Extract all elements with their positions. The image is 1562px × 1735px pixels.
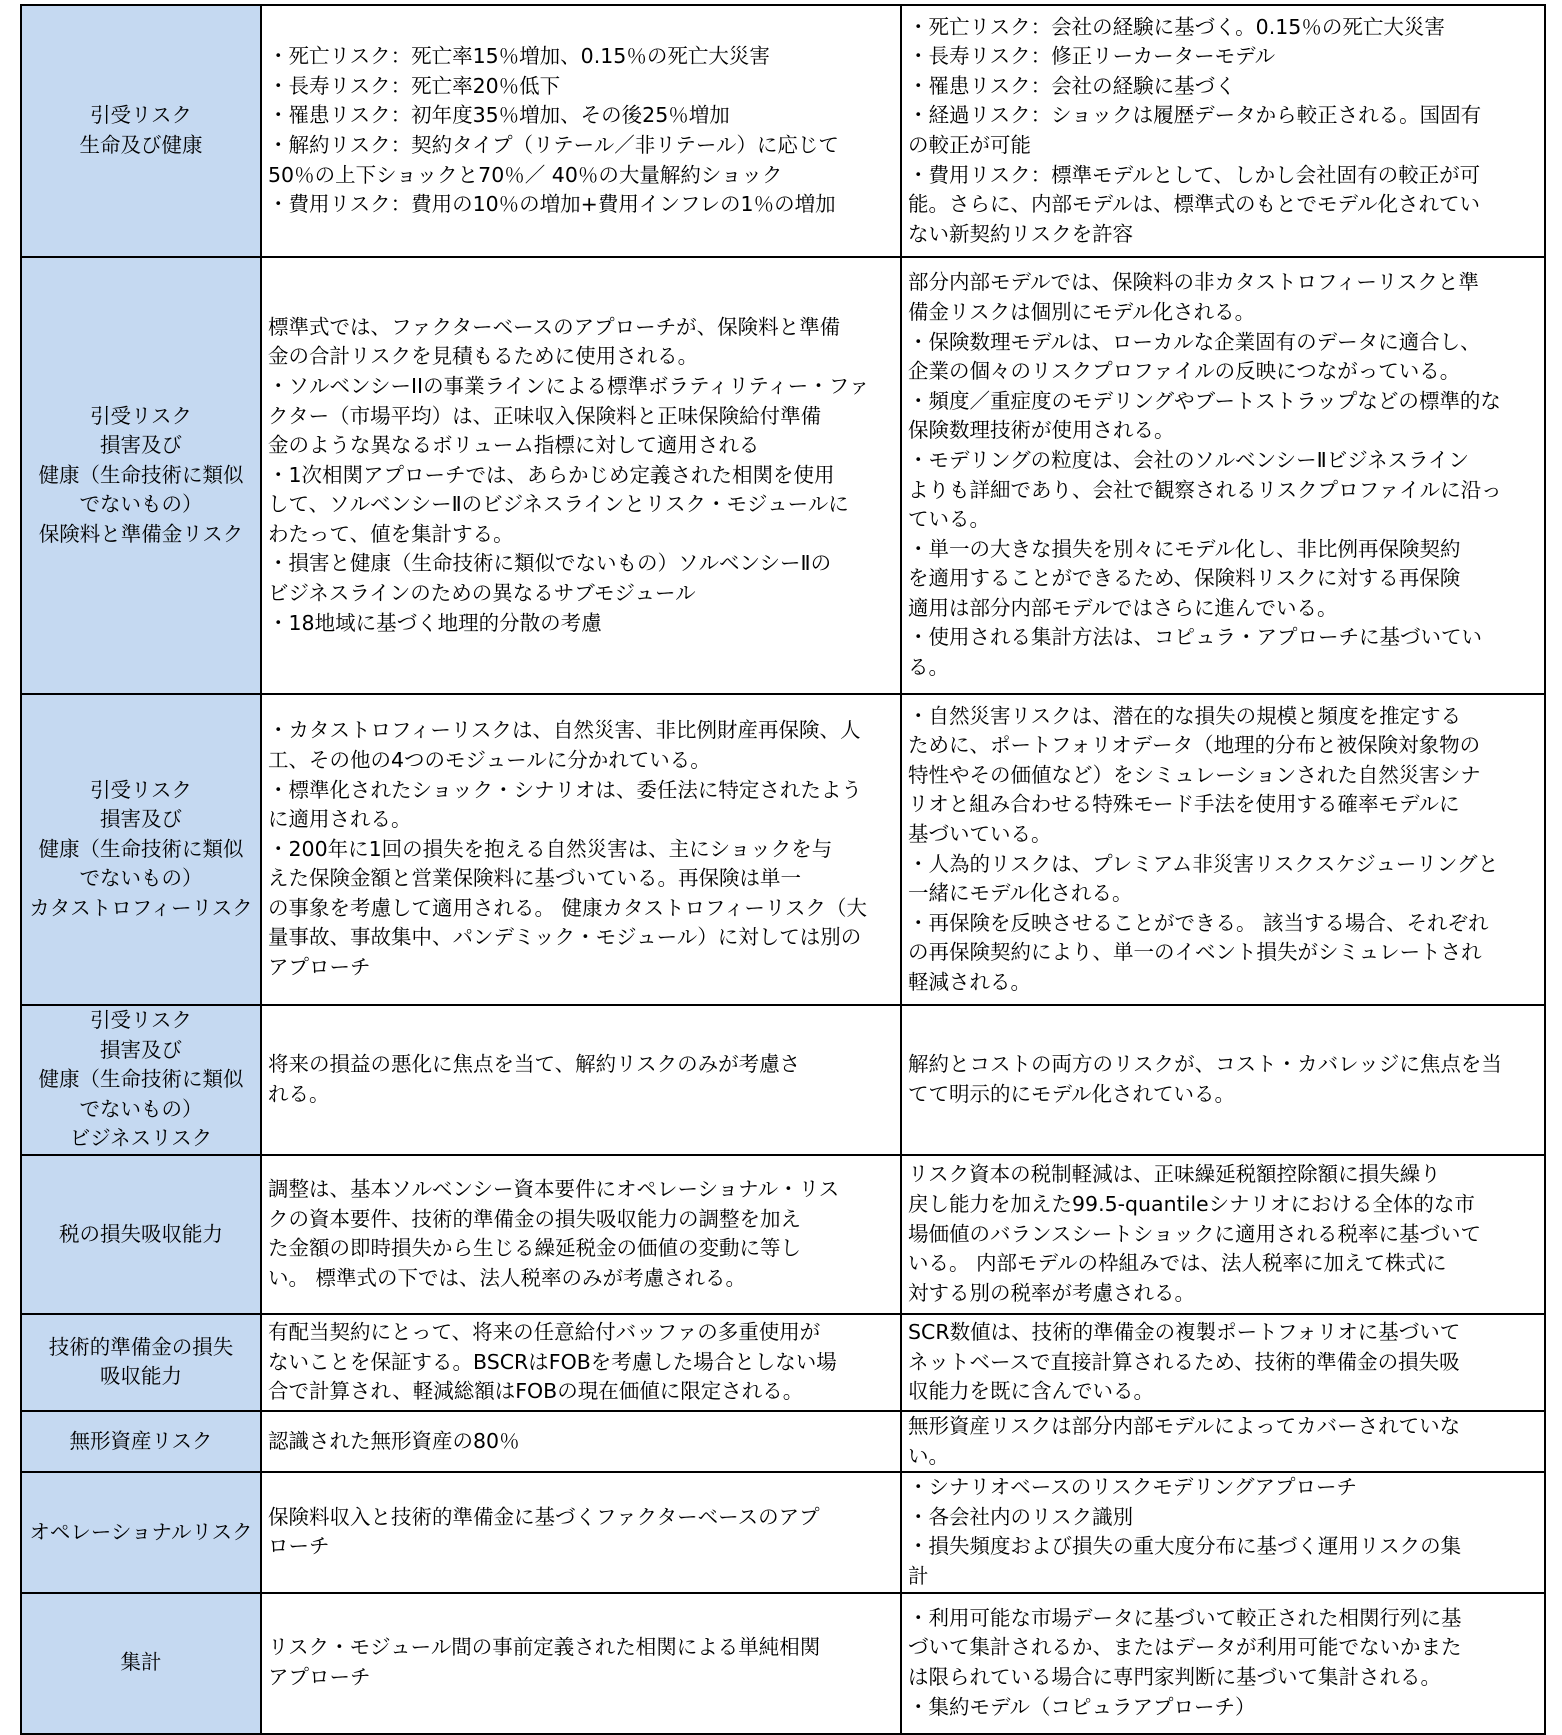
table-row — [21, 1005, 1545, 1155]
text-line: の較正が可能 — [908, 133, 1031, 157]
category-line: 損害及び — [100, 1037, 182, 1062]
standard-formula-cell — [261, 1314, 901, 1411]
text-line: 収能力を既に含んでいる。 — [908, 1379, 1154, 1404]
text-line: 認識された無形資産の80％ — [268, 1428, 520, 1453]
text-line: ローチ — [268, 1534, 330, 1559]
text-line: ・損失頻度および損失の重大度分布に基づく運用リスクの集 — [908, 1534, 1462, 1559]
text-line: ・費用リスク：費用の10％の増加+費用インフレの1％の増加 — [268, 192, 836, 217]
text-line: に適用される。 — [268, 807, 412, 832]
category-line: 税の損失吸収能力 — [59, 1221, 223, 1246]
table-row — [21, 694, 1545, 1005]
category-cell — [21, 257, 261, 694]
text-line: ・18地域に基づく地理的分散の考慮 — [268, 610, 602, 635]
category-line: オペレーショナルリスク — [29, 1519, 253, 1544]
text-line: 軽減される。 — [908, 969, 1031, 994]
category-cell — [21, 1593, 261, 1734]
internal-model-cell — [901, 1411, 1545, 1472]
table-row — [21, 1593, 1545, 1734]
category-line: 引受リスク — [89, 103, 193, 128]
category-cell — [21, 1005, 261, 1155]
text-line: れる。 — [268, 1081, 330, 1106]
text-line: アプローチ — [268, 1665, 371, 1690]
internal-model-cell — [901, 1314, 1545, 1411]
text-line: ネットベースで直接計算されるため、技術的準備金の損失吸 — [908, 1349, 1460, 1374]
text-line: リオと組み合わせる特殊モード手法を使用する確率モデルに — [908, 792, 1460, 817]
text-line: 量事故、事故集中、パンデミック・モジュール）に対しては別の — [268, 925, 862, 950]
category-line: 集計 — [120, 1650, 162, 1675]
category-cell — [21, 1472, 261, 1592]
text-line: 企業の個々のリスクプロファイルの反映につながっている。 — [908, 359, 1461, 384]
text-line: リスク・モジュール間の事前定義された相関による単純相関 — [268, 1635, 821, 1660]
internal-model-cell — [901, 5, 1545, 257]
text-line: ・経過リスク：ショックは履歴データから較正される。国固有 — [908, 103, 1482, 128]
category-line: 引受リスク — [89, 403, 193, 428]
text-line: ・解約リスク：契約タイプ（リテール／非リテール）に応じて — [268, 133, 839, 157]
category-line: 損害及び — [100, 807, 182, 832]
text-line: 有配当契約にとって、将来の任意給付バッファの多重使用が — [268, 1320, 821, 1345]
category-line: カタストロフィーリスク — [29, 895, 253, 920]
table-row — [21, 5, 1545, 257]
internal-model-cell — [901, 694, 1545, 1005]
category-cell — [21, 1155, 261, 1314]
text-line: ・使用される集計方法は、コピュラ・アプローチに基づいてい — [908, 625, 1482, 650]
text-line: ビジネスラインのための異なるサブモジュール — [268, 581, 696, 606]
text-line: して、ソルベンシーⅡのビジネスラインとリスク・モジュールに — [268, 492, 849, 517]
text-line: いる。 内部モデルの枠組みでは、法人税率に加えて株式に — [908, 1251, 1447, 1276]
risk-comparison-table — [20, 4, 1546, 1735]
standard-formula-cell — [261, 1593, 901, 1734]
text-line: クター（市場平均）は、正味収入保険料と正味保険給付準備 — [268, 403, 822, 428]
text-line: ない新契約リスクを許容 — [908, 221, 1134, 246]
text-line: えた保険金額と営業保険料に基づいている。再保険は単一 — [268, 866, 801, 891]
text-line: 標準式では、ファクターベースのアプローチが、保険料と準備 — [268, 314, 841, 339]
text-line: ・単一の大きな損失を別々にモデル化し、非比例再保険契約 — [908, 536, 1461, 561]
text-line: クの資本要件、技術的準備金の損失吸収能力の調整を加え — [268, 1206, 801, 1231]
text-line: ・長寿リスク：修正リーカーターモデル — [908, 44, 1276, 69]
table-row — [21, 1314, 1545, 1411]
category-line: でないもの） — [79, 866, 203, 891]
text-line: ・自然災害リスクは、潜在的な損失の規模と頻度を推定する — [908, 703, 1462, 728]
table-body — [21, 5, 1545, 1734]
category-line: 生命及び健康 — [79, 133, 203, 157]
text-line: の再保険契約により、単一のイベント損失がシミュレートされ — [908, 940, 1482, 965]
text-line: ・長寿リスク：死亡率20％低下 — [268, 73, 561, 98]
category-line: 健康（生命技術に類似 — [38, 1067, 244, 1092]
text-line: リスク資本の税制軽減は、正味繰延税額控除額に損失繰り — [908, 1162, 1441, 1187]
category-line: でないもの） — [79, 492, 203, 517]
text-line: ・利用可能な市場データに基づいて較正された相関行列に基 — [908, 1605, 1462, 1630]
category-line: 保険料と準備金リスク — [38, 521, 244, 546]
text-line: 基づいている。 — [908, 821, 1052, 846]
text-line: ・各会社内のリスク識別 — [908, 1504, 1134, 1529]
category-cell — [21, 694, 261, 1005]
text-line: ・シナリオベースのリスクモデリングアプローチ — [908, 1475, 1357, 1500]
text-line: ・集約モデル（コピュラアプローチ） — [908, 1694, 1256, 1719]
text-line: ている。 — [908, 507, 990, 532]
text-line: 能。さらに、内部モデルは、標準式のもとでモデル化されてい — [908, 192, 1480, 217]
text-line: 適用は部分内部モデルではさらに進んでいる。 — [908, 595, 1338, 620]
text-line: 無形資産リスクは部分内部モデルによってカバーされていな — [908, 1413, 1461, 1438]
text-line: ・罹患リスク：会社の経験に基づく — [908, 73, 1236, 98]
text-line: 合で計算され、軽減総額はFOBの現在価値に限定される。 — [268, 1379, 804, 1404]
text-line: 保険料収入と技術的準備金に基づくファクターベースのアプ — [268, 1504, 820, 1529]
standard-formula-cell — [261, 5, 901, 257]
table-row — [21, 1155, 1545, 1314]
standard-formula-cell — [261, 1411, 901, 1472]
text-line: ・200年に1回の損失を抱える自然災害は、主にショックを与 — [268, 836, 833, 861]
text-line: ・罹患リスク：初年度35％増加、その後25％増加 — [268, 103, 730, 128]
text-line: 場価値のバランスシートショックに適用される税率に基づいて — [908, 1221, 1481, 1246]
category-cell — [21, 1411, 261, 1472]
text-line: 50％の上下ショックと70％／ 40％の大量解約ショック — [268, 162, 783, 187]
text-line: 対する別の税率が考慮される。 — [908, 1280, 1195, 1305]
category-line: 健康（生命技術に類似 — [38, 462, 244, 487]
internal-model-cell — [901, 1155, 1545, 1314]
internal-model-cell — [901, 1005, 1545, 1155]
table-row — [21, 1472, 1545, 1592]
internal-model-cell — [901, 1472, 1545, 1592]
table-row — [21, 257, 1545, 694]
text-line: ・再保険を反映させることができる。 該当する場合、それぞれ — [908, 910, 1489, 935]
standard-formula-cell — [261, 1005, 901, 1155]
text-line: ・損害と健康（生命技術に類似でないもの）ソルベンシーⅡの — [268, 551, 832, 576]
category-line: 引受リスク — [89, 777, 193, 802]
text-line: を適用することができるため、保険料リスクに対する再保険 — [908, 566, 1461, 591]
text-line: 保険数理技術が使用される。 — [908, 418, 1175, 443]
text-line: ・標準化されたショック・シナリオは、委任法に特定されたよう — [268, 777, 862, 802]
text-line: ・保険数理モデルは、ローカルな企業固有のデータに適合し、 — [908, 329, 1481, 354]
category-cell — [21, 5, 261, 257]
standard-formula-cell — [261, 1472, 901, 1592]
category-line: 無形資産リスク — [69, 1428, 213, 1453]
text-line: ・人為的リスクは、プレミアム非災害リスクスケジューリングと — [908, 851, 1499, 876]
text-line: SCR数値は、技術的準備金の複製ポートフォリオに基づいて — [908, 1320, 1461, 1345]
text-line: ・死亡リスク：会社の経験に基づく。0.15％の死亡大災害 — [908, 14, 1445, 39]
text-line: ・1次相関アプローチでは、あらかじめ定義された相関を使用 — [268, 462, 835, 487]
text-line: の事象を考慮して適用される。 健康カタストロフィーリスク（大 — [268, 895, 867, 920]
text-line: る。 — [908, 655, 949, 680]
text-line: は限られている場合に専門家判断に基づいて集計される。 — [908, 1665, 1441, 1690]
text-line: ・ソルベンシーIIの事業ラインによる標準ボラティリティー・ファ — [268, 373, 870, 398]
text-line: 戻し能力を加えた99.5-quantileシナリオにおける全体的な市 — [908, 1192, 1475, 1217]
standard-formula-cell — [261, 1155, 901, 1314]
standard-formula-cell — [261, 257, 901, 694]
category-cell — [21, 1314, 261, 1411]
text-line: てて明示的にモデル化されている。 — [908, 1081, 1235, 1106]
text-line: 特性やその価値など）をシミュレーションされた自然災害シナ — [908, 762, 1481, 787]
text-line: 備金リスクは個別にモデル化される。 — [908, 299, 1256, 324]
text-line: よりも詳細であり、会社で観察されるリスクプロファイルに沿っ — [908, 477, 1502, 502]
text-line: 工、その他の4つのモジュールに分かれている。 — [268, 747, 711, 772]
text-line: 金のような異なるボリューム指標に対して適用される — [268, 433, 760, 458]
text-line: い。 標準式の下では、法人税率のみが考慮される。 — [268, 1266, 747, 1291]
text-line: ・カタストロフィーリスクは、自然災害、非比例財産再保険、人 — [268, 718, 861, 743]
internal-model-cell — [901, 1593, 1545, 1734]
text-line: わたって、値を集計する。 — [268, 521, 514, 546]
text-line: た金額の即時損失から生じる繰延税金の価値の変動に等し — [268, 1236, 801, 1261]
category-line: 健康（生命技術に類似 — [38, 836, 244, 861]
text-line: ために、ポートフォリオデータ（地理的分布と被保険対象物の — [908, 733, 1481, 758]
text-line: 調整は、基本ソルベンシー資本要件にオペレーショナル・リス — [268, 1177, 840, 1202]
standard-formula-cell — [261, 694, 901, 1005]
table-row — [21, 1411, 1545, 1472]
text-line: ないことを保証する。BSCRはFOBを考慮した場合としない場 — [268, 1349, 837, 1374]
text-line: ・死亡リスク：死亡率15％増加、0.15％の死亡大災害 — [268, 44, 770, 69]
text-line: アプローチ — [268, 955, 371, 980]
text-line: 将来の損益の悪化に焦点を当て、解約リスクのみが考慮さ — [268, 1052, 801, 1077]
text-line: ・モデリングの粒度は、会社のソルベンシーⅡビジネスライン — [908, 447, 1470, 472]
text-line: 計 — [908, 1563, 929, 1588]
internal-model-cell — [901, 257, 1545, 694]
category-line: 引受リスク — [89, 1008, 193, 1032]
category-line: 技術的準備金の損失 — [48, 1334, 234, 1359]
category-line: 吸収能力 — [100, 1364, 182, 1389]
text-line: い。 — [908, 1443, 949, 1468]
text-line: 解約とコストの両方のリスクが、コスト・カバレッジに焦点を当 — [908, 1052, 1502, 1077]
category-line: ビジネスリスク — [69, 1126, 213, 1151]
category-line: 損害及び — [100, 433, 182, 458]
text-line: 一緒にモデル化される。 — [908, 881, 1133, 906]
text-line: ・頻度／重症度のモデリングやブートストラップなどの標準的な — [908, 388, 1501, 413]
text-line: づいて集計されるか、またはデータが利用可能でないかまた — [908, 1635, 1462, 1660]
category-line: でないもの） — [79, 1096, 203, 1121]
text-line: 部分内部モデルでは、保険料の非カタストロフィーリスクと準 — [908, 270, 1479, 295]
text-line: ・費用リスク：標準モデルとして、しかし会社固有の較正が可 — [908, 162, 1481, 187]
text-line: 金の合計リスクを見積もるために使用される。 — [268, 344, 699, 369]
